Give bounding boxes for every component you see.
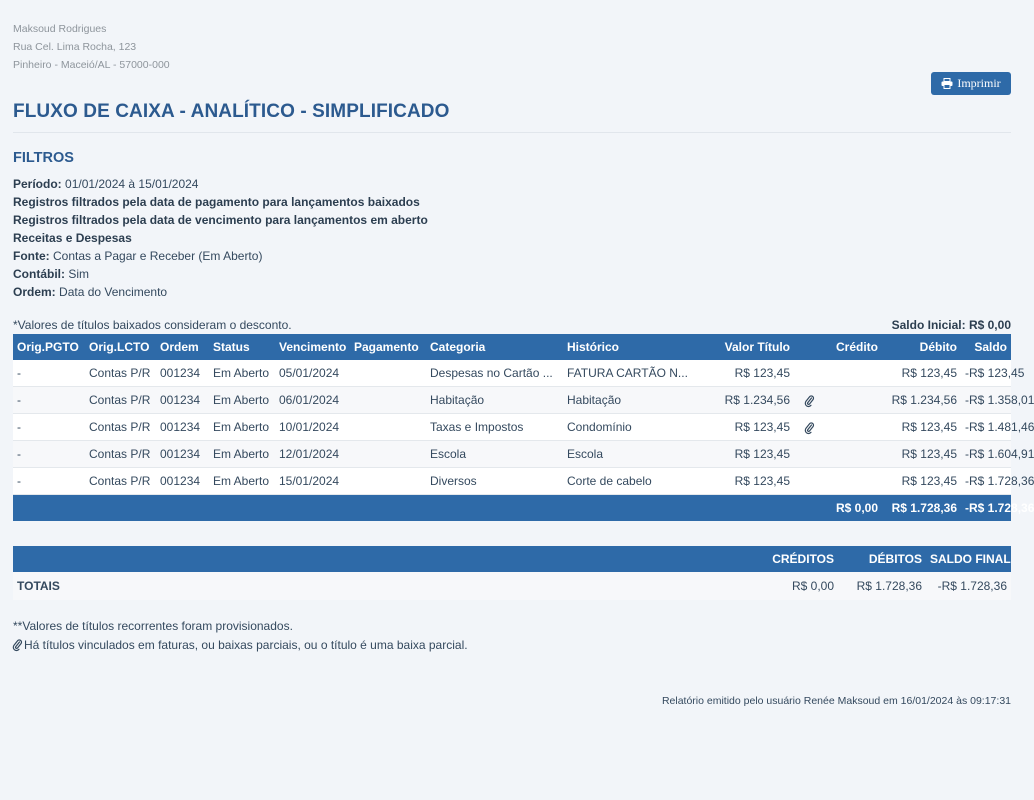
- col-valor-titulo[interactable]: Valor Título: [682, 334, 794, 360]
- footnote-vinculados: [13, 636, 468, 655]
- cell-historico: Habitação: [563, 387, 682, 414]
- cell-attach: [794, 387, 824, 414]
- saldo-inicial: Saldo Inicial: R$ 0,00: [891, 318, 1011, 332]
- cell-orig-pgto: -: [13, 360, 85, 387]
- cell-orig-lcto: Contas P/R: [85, 441, 156, 468]
- cell-ordem: 001234: [156, 360, 209, 387]
- footer-spacer: [13, 495, 824, 522]
- cell-orig-lcto: Contas P/R: [85, 387, 156, 414]
- totals-col-debitos: DÉBITOS: [838, 546, 926, 572]
- filter-periodo-value: 01/01/2024 à 15/01/2024: [65, 177, 199, 191]
- filter-ordem-label: Ordem:: [13, 285, 56, 299]
- col-saldo[interactable]: Saldo: [961, 334, 1011, 360]
- cell-credito: [824, 468, 882, 495]
- cell-pagamento: [350, 387, 426, 414]
- totals-col-creditos: CRÉDITOS: [761, 546, 838, 572]
- cell-vencimento: 10/01/2024: [275, 414, 350, 441]
- table-row[interactable]: [13, 441, 1011, 468]
- filter-periodo-label: Período:: [13, 177, 62, 191]
- filter-ordem: [13, 283, 428, 301]
- table-row[interactable]: [13, 387, 1011, 414]
- totals-label: TOTAIS: [13, 572, 761, 600]
- filter-aberto: Registros filtrados pela data de vencimento para lançamentos em aberto: [13, 213, 428, 227]
- cell-status: Em Aberto: [209, 414, 275, 441]
- cell-orig-lcto: Contas P/R: [85, 360, 156, 387]
- footnotes: [13, 617, 468, 655]
- filter-baixados: Registros filtrados pela data de pagamento para lançamentos baixados: [13, 195, 420, 209]
- discount-note: *Valores de títulos baixados consideram o desconto.: [13, 318, 292, 332]
- cell-categoria: Despesas no Cartão ...: [426, 360, 563, 387]
- cell-credito: [824, 441, 882, 468]
- filters-title: FILTROS: [13, 150, 74, 166]
- cell-credito: [824, 387, 882, 414]
- cell-vencimento: 06/01/2024: [275, 387, 350, 414]
- cell-ordem: 001234: [156, 387, 209, 414]
- filter-fonte-label: Fonte:: [13, 249, 50, 263]
- company-address: Rua Cel. Lima Rocha, 123: [13, 41, 137, 53]
- footnote-vinculados-text: Há títulos vinculados em faturas, ou baixas parciais, ou o título é uma baixa parcial.: [24, 638, 468, 652]
- table-row[interactable]: [13, 414, 1011, 441]
- filter-receitas: Receitas e Despesas: [13, 231, 132, 245]
- cell-pagamento: [350, 441, 426, 468]
- print-icon: [941, 78, 953, 89]
- col-vencimento[interactable]: Vencimento: [275, 334, 350, 360]
- cell-ordem: 001234: [156, 468, 209, 495]
- cell-categoria: Diversos: [426, 468, 563, 495]
- totals-header-spacer: [13, 546, 761, 572]
- cell-status: Em Aberto: [209, 468, 275, 495]
- cell-saldo: -R$ 1.481,46: [961, 414, 1011, 441]
- filter-fonte: [13, 247, 428, 265]
- cell-debito: R$ 123,45: [882, 441, 961, 468]
- print-button[interactable]: [931, 72, 1011, 95]
- table-row[interactable]: [13, 360, 1011, 387]
- cell-vencimento: 15/01/2024: [275, 468, 350, 495]
- totals-saldo-final: -R$ 1.728,36: [926, 572, 1011, 600]
- paperclip-icon[interactable]: [805, 395, 814, 407]
- cell-valor-titulo: R$ 123,45: [682, 468, 794, 495]
- cell-saldo: -R$ 1.358,01: [961, 387, 1011, 414]
- company-info: [13, 20, 170, 74]
- cell-orig-pgto: -: [13, 414, 85, 441]
- cell-historico: Condomínio: [563, 414, 682, 441]
- cell-credito: [824, 414, 882, 441]
- cell-orig-pgto: -: [13, 468, 85, 495]
- col-pagamento[interactable]: Pagamento: [350, 334, 426, 360]
- cell-pagamento: [350, 360, 426, 387]
- table-header-row: [13, 334, 1011, 360]
- cell-debito: R$ 123,45: [882, 414, 961, 441]
- col-orig-pgto[interactable]: Orig.PGTO: [13, 334, 85, 360]
- table-row[interactable]: [13, 468, 1011, 495]
- filter-periodo: [13, 175, 428, 193]
- cell-orig-lcto: Contas P/R: [85, 414, 156, 441]
- cell-attach: [794, 360, 824, 387]
- filter-contabil-label: Contábil:: [13, 267, 65, 281]
- report-emitted-info: Relatório emitido pelo usuário Renée Maksoud em 16/01/2024 às 09:17:31: [661, 695, 1011, 707]
- cell-status: Em Aberto: [209, 360, 275, 387]
- cell-status: Em Aberto: [209, 387, 275, 414]
- footer-debito: R$ 1.728,36: [882, 495, 961, 522]
- totals-creditos: R$ 0,00: [761, 572, 838, 600]
- paperclip-icon[interactable]: [805, 422, 814, 434]
- cell-historico: FATURA CARTÃO N...: [563, 360, 682, 387]
- filter-contabil: [13, 265, 428, 283]
- cell-attach: [794, 468, 824, 495]
- footer-credito: R$ 0,00: [824, 495, 882, 522]
- col-historico[interactable]: Histórico: [563, 334, 682, 360]
- cell-vencimento: 05/01/2024: [275, 360, 350, 387]
- filter-contabil-value: Sim: [68, 267, 90, 281]
- totals-debitos: R$ 1.728,36: [838, 572, 926, 600]
- totals-header-row: [13, 546, 1011, 572]
- cell-ordem: 001234: [156, 441, 209, 468]
- totals-col-saldo-final: SALDO FINAL: [926, 546, 1011, 572]
- footnote-recorrentes: **Valores de títulos recorrentes foram provisionados.: [13, 619, 293, 633]
- cell-saldo: -R$ 1.728,36: [961, 468, 1011, 495]
- cell-valor-titulo: R$ 123,45: [682, 360, 794, 387]
- cell-status: Em Aberto: [209, 441, 275, 468]
- cell-orig-pgto: -: [13, 441, 85, 468]
- cell-valor-titulo: R$ 1.234,56: [682, 387, 794, 414]
- cell-credito: [824, 360, 882, 387]
- filter-ordem-value: Data do Vencimento: [59, 285, 168, 299]
- cell-saldo: -R$ 123,45: [961, 360, 1011, 387]
- col-orig-lcto[interactable]: Orig.LCTO: [85, 334, 156, 360]
- table-footer-row: [13, 495, 1011, 522]
- filter-fonte-value: Contas a Pagar e Receber (Em Aberto): [53, 249, 263, 263]
- title-divider: [13, 132, 1011, 133]
- cell-pagamento: [350, 468, 426, 495]
- company-city: Pinheiro - Maceió/AL - 57000-000: [13, 59, 170, 71]
- totals-table: [13, 546, 1011, 600]
- cell-orig-lcto: Contas P/R: [85, 468, 156, 495]
- cell-vencimento: 12/01/2024: [275, 441, 350, 468]
- cell-valor-titulo: R$ 123,45: [682, 441, 794, 468]
- cell-categoria: Habitação: [426, 387, 563, 414]
- cell-pagamento: [350, 414, 426, 441]
- filters-list: [13, 175, 428, 301]
- page-title: FLUXO DE CAIXA - ANALÍTICO - SIMPLIFICADO: [13, 101, 450, 122]
- cell-attach: [794, 414, 824, 441]
- cell-ordem: 001234: [156, 414, 209, 441]
- print-button-label: Imprimir: [957, 76, 1001, 90]
- paperclip-icon: [13, 639, 22, 651]
- cell-valor-titulo: R$ 123,45: [682, 414, 794, 441]
- col-attach: [794, 334, 824, 360]
- cell-orig-pgto: -: [13, 387, 85, 414]
- col-ordem[interactable]: Ordem: [156, 334, 209, 360]
- cell-debito: R$ 123,45: [882, 360, 961, 387]
- cell-historico: Corte de cabelo: [563, 468, 682, 495]
- col-categoria[interactable]: Categoria: [426, 334, 563, 360]
- cell-categoria: Taxas e Impostos: [426, 414, 563, 441]
- cashflow-table: [13, 334, 1034, 521]
- cell-debito: R$ 1.234,56: [882, 387, 961, 414]
- cell-saldo: -R$ 1.604,91: [961, 441, 1011, 468]
- cell-attach: [794, 441, 824, 468]
- footer-saldo: -R$ 1.728,36: [961, 495, 1011, 522]
- cell-categoria: Escola: [426, 441, 563, 468]
- company-name: Maksoud Rodrigues: [13, 23, 107, 35]
- cell-debito: R$ 123,45: [882, 468, 961, 495]
- col-status[interactable]: Status: [209, 334, 275, 360]
- col-credito[interactable]: Crédito: [824, 334, 882, 360]
- cell-historico: Escola: [563, 441, 682, 468]
- totals-row: [13, 572, 1011, 600]
- col-debito[interactable]: Débito: [882, 334, 961, 360]
